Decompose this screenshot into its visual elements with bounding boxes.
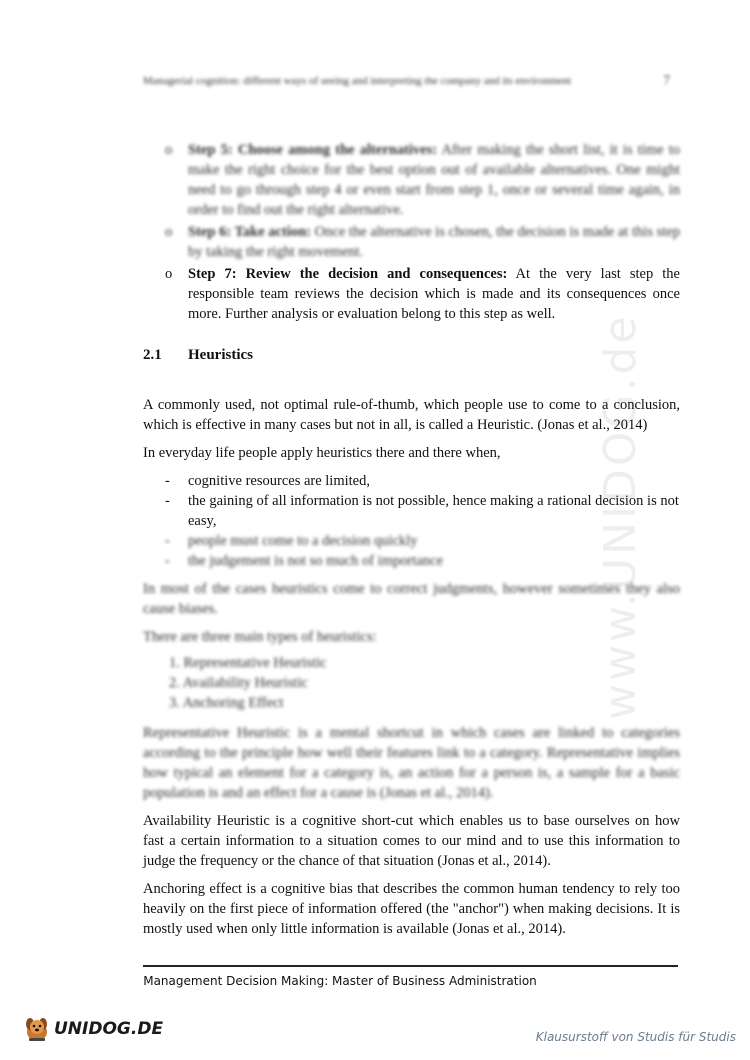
dash-list xyxy=(143,471,680,571)
footer-text: Management Decision Making: Master of Business Administration xyxy=(143,974,537,988)
heuristics-content xyxy=(143,395,680,939)
list-item: - the judgement is not so much of importance xyxy=(165,553,443,569)
step-item xyxy=(143,222,680,262)
header-title: Managerial cognition: different ways of seeing and interpreting the company and its environment xyxy=(143,75,572,87)
step-label: Step 7: Review the decision and consequences: xyxy=(188,266,508,282)
page-number: 7 xyxy=(663,72,670,87)
paragraph: Representative Heuristic is a mental shortcut in which cases are linked to categories according to the principle how well their features link to a category. Representative implies how typical an element for a category is, an action for a person is, a sample for a basic population is and an effect for a cause is (Jonas et al., 2014). xyxy=(143,725,680,801)
list-item: 2. Availability Heuristic xyxy=(169,675,308,691)
section-number: 2.1 xyxy=(143,347,162,363)
tagline: Klausurstoff von Studis für Studis xyxy=(535,1030,736,1044)
paragraph: A commonly used, not optimal rule-of-thumb, which people use to come to a conclusion, which is effective in many cases but not in all, is called a Heuristic. (Jonas et al., 2014) xyxy=(143,397,680,433)
list-item: 3. Anchoring Effect xyxy=(169,695,284,711)
step-text: Once the alternative is chosen, the decision is made at this step by taking the right movement. xyxy=(188,224,680,260)
logo-text: UNIDOG.DE xyxy=(54,1019,164,1039)
section-heading xyxy=(143,345,253,365)
steps-list xyxy=(143,140,680,326)
circle-bullet-icon: o xyxy=(165,266,173,282)
circle-bullet-icon: o xyxy=(165,142,173,158)
watermark: www.UNIDOG.de xyxy=(595,313,646,720)
paragraph: Anchoring effect is a cognitive bias that describes the common human tendency to rely too heavily on the first piece of information offered (the "anchor") when making decisions. It is mostly used when only little information is available (Jonas et al., 2014). xyxy=(143,881,680,937)
step-item xyxy=(143,264,680,324)
unidog-logo[interactable] xyxy=(22,1014,163,1044)
paragraph: There are three main types of heuristics: xyxy=(143,629,377,645)
section-title: Heuristics xyxy=(188,347,253,363)
step-item xyxy=(143,140,680,220)
step-label: Step 6: Take action: xyxy=(188,224,311,240)
running-header xyxy=(143,72,678,88)
footer-divider xyxy=(143,965,678,967)
paragraph: In everyday life people apply heuristics there and there when, xyxy=(143,445,501,461)
step-label: Step 5: Choose among the alternatives: xyxy=(188,142,438,158)
numbered-list xyxy=(143,653,680,713)
list-item: - people must come to a decision quickly xyxy=(165,533,418,549)
paragraph: In most of the cases heuristics come to correct judgments, however sometimes they also cause biases. xyxy=(143,581,680,617)
step-text: After making the short list, it is time to make the right choice for the best option out of available alternatives. One might need to go through step 4 or even start from step 1, once or several time again, in order to find out the right alternative. xyxy=(188,142,680,218)
list-item: - cognitive resources are limited, xyxy=(165,473,370,489)
list-item: 1. Representative Heuristic xyxy=(169,655,327,671)
list-item: - the gaining of all information is not possible, hence making a rational decision is not easy, xyxy=(165,493,679,529)
dog-mascot-icon xyxy=(22,1014,52,1044)
step-text: At the very last step the responsible team reviews the decision which is made and its consequences once more. Further analysis or evaluation belong to this step as well. xyxy=(188,266,680,322)
circle-bullet-icon: o xyxy=(165,224,173,240)
paragraph: Availability Heuristic is a cognitive short-cut which enables us to base ourselves on how fast a certain information to a situation comes to our mind and to use this information to judge the frequency or the chance of that situation (Jonas et al., 2014). xyxy=(143,813,680,869)
